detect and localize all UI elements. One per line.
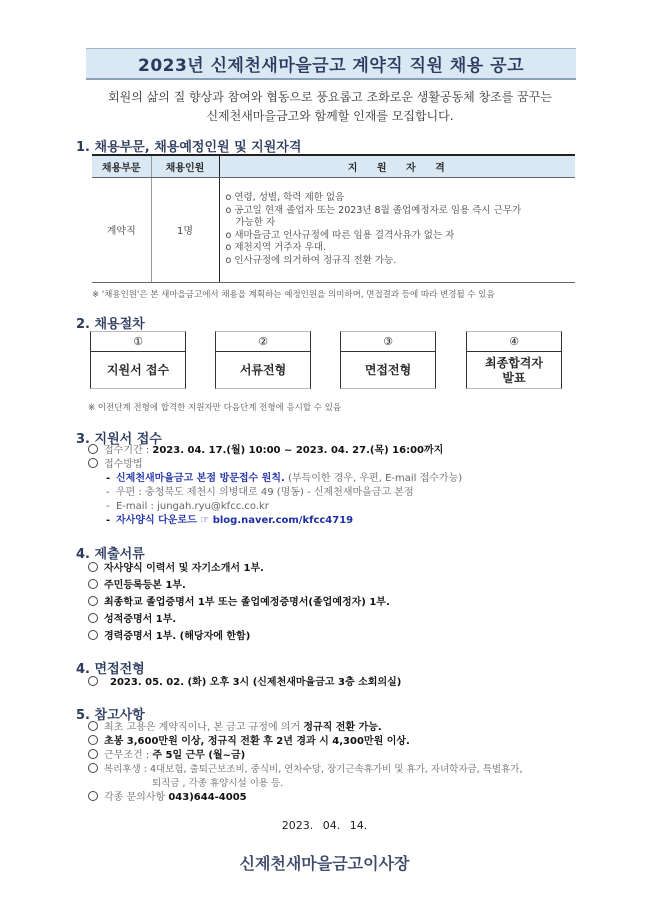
process-steps [90, 331, 580, 389]
email-address[interactable]: E-mail : jungah.ryu@kfcc.co.kr [116, 501, 269, 512]
list-item: 근무조건 : 주 5일 근무 (월~금) [88, 749, 523, 763]
download-link[interactable]: 자사양식 다운로드 ☞ blog.naver.com/kfcc4719 [116, 515, 354, 526]
cell-count: 1명 [151, 177, 219, 282]
period-value: 2023. 04. 17.(월) 10:00 ~ 2023. 04. 27.(목) 16:00까지 [152, 445, 444, 456]
circle-bullet-icon [88, 562, 98, 572]
title-banner [86, 48, 576, 80]
list-item: 성적증명서 1부. [88, 611, 390, 628]
section1-heading: 1. 채용부문, 채용예정인원 및 지원자격 [76, 140, 302, 155]
method-label: 접수방법 [104, 459, 143, 470]
list-item: 2023. 05. 02. (화) 오후 3시 (신제천새마을금고 3층 소회의실) [88, 676, 401, 690]
page-title: 2023년 신제천새마을금고 계약직 직원 채용 공고 [137, 56, 524, 76]
qualification-item: o 연령, 성별, 학력 제한 없음 [225, 192, 345, 203]
section2-heading: 2. 채용절차 [76, 317, 145, 332]
step-label: 서류전형 [239, 363, 287, 377]
section1-note: ※ '채용인원'은 본 새마을금고에서 채용을 계획하는 예정인원을 의미하며, 면접결과 등에 따라 변경될 수 있음 [92, 290, 495, 300]
circle-bullet-icon [88, 630, 98, 640]
list-item: 경력증명서 1부. (해당자에 한함) [88, 628, 390, 645]
circle-bullet-icon [88, 735, 98, 745]
circle-bullet-icon [88, 458, 98, 468]
circle-bullet-icon [88, 579, 98, 589]
circle-bullet-icon [88, 721, 98, 731]
circle-bullet-icon [88, 763, 98, 773]
table-row [92, 177, 575, 282]
list-item-continued: 퇴직금 , 각종 휴양시설 이용 등. [152, 778, 284, 789]
interview-details [88, 676, 401, 690]
circle-bullet-icon [88, 596, 98, 606]
step-number: ② [216, 332, 310, 352]
qualification-item: o 제천지역 거주자 우대. [225, 242, 326, 253]
intro-line-2: 신제천새마을금고와 함께할 인재를 모집합니다. [206, 109, 454, 123]
header-count: 채용인원 [151, 155, 219, 177]
circle-bullet-icon [88, 676, 98, 686]
announcement-date: 2023. 04. 14. [281, 819, 368, 832]
header-division: 채용부문 [92, 155, 151, 177]
list-item: 최종학교 졸업증명서 1부 또는 졸업예정증명서(졸업예정자) 1부. [88, 594, 390, 611]
method-main: 신제천새마을금고 본점 방문접수 원칙. [116, 473, 285, 484]
step-number: ① [91, 332, 185, 352]
list-item: 최초 고용은 계약직이나, 본 금고 규정에 의거 정규직 전환 가능. [88, 721, 523, 735]
list-item: 주민등록등본 1부. [88, 577, 390, 594]
step-2 [215, 331, 311, 389]
circle-bullet-icon [88, 749, 98, 759]
circle-bullet-icon [88, 613, 98, 623]
step-label: 지원서 접수 [106, 363, 170, 377]
qualification-item: o 새마을금고 인사규정에 따른 임용 결격사유가 없는 자 [225, 229, 455, 241]
method-main-note: (부득이한 경우, 우편, E-mail 접수가능) [284, 473, 463, 484]
section4-heading: 4. 제출서류 [76, 547, 145, 562]
list-item: 복리후생 : 4대보험, 출퇴근보조비, 중식비, 연차수당, 장기근속휴가비 및 휴가, 자녀학자금, 특별휴가, [88, 763, 523, 777]
qualification-item: o 인사규정에 의거하여 정규직 전환 가능. [225, 254, 397, 266]
step-number: ③ [341, 332, 435, 352]
qualification-table [92, 154, 575, 283]
list-item: 각종 문의사항 043)644-4005 [88, 791, 523, 805]
step-number: ④ [467, 332, 561, 352]
step-1 [90, 331, 186, 389]
section3-heading: 3. 지원서 접수 [76, 432, 162, 447]
mail-address: 우편 : 충청북도 제천시 의병대로 49 (명동) - 신제천새마을금고 본점 [116, 487, 414, 498]
circle-bullet-icon [88, 791, 98, 801]
header-qualifications: 지 원 자 격 [219, 155, 575, 177]
list-item: 초봉 3,600만원 이상, 정규직 전환 후 2년 경과 시 4,300만원 이상. [88, 735, 523, 749]
step-label: 최종합격자 발표 [485, 355, 543, 385]
document-list [88, 560, 390, 645]
qualification-item: o 공고일 현재 졸업자 또는 2023년 8월 졸업예정자로 임용 즉시 근무가 [225, 204, 522, 216]
signer: 신제천새마을금고이사장 [239, 854, 410, 873]
step-label: 면접전형 [364, 363, 412, 377]
application-details: 접수기간 : 2023. 04. 17.(월) 10:00 ~ 2023. 04. 27.(목) 16:00까지 접수방법 - 신제천새마을금고 본점 방문접수 원칙. (부득이한 경우, 우편, E-mail 접수가능) - 우편 : 충청북도 제천시 의병대로 49 (명동) - 신제천새마을금고 본점 - E-mail : jungah.ryu@kfcc.co.kr - 자사양식 다운로드 ☞ blog.naver.com/kfcc4719 [88, 444, 462, 528]
intro [70, 88, 590, 126]
circle-bullet-icon [88, 444, 98, 454]
intro-line-1: 회원의 삶의 질 향상과 참여와 협동으로 풍요롭고 조화로운 생활공동체 창조를 꿈꾸는 [108, 90, 552, 104]
interview-heading: 4. 면접전형 [76, 662, 145, 677]
section5-heading: 5. 참고사항 [76, 708, 145, 723]
step-3 [340, 331, 436, 389]
notes-list [88, 721, 523, 805]
period-label: 접수기간 : [104, 445, 153, 456]
qualification-item: 가능한 자 [235, 217, 276, 228]
section2-note: ※ 이전단계 전형에 합격한 지원자만 다음단계 전형에 응시할 수 있음 [88, 403, 342, 413]
cell-division: 계약직 [92, 177, 151, 282]
step-4 [466, 331, 562, 389]
list-item: 자사양식 이력서 및 자기소개서 1부. [88, 560, 390, 577]
cell-qualifications [219, 177, 575, 282]
